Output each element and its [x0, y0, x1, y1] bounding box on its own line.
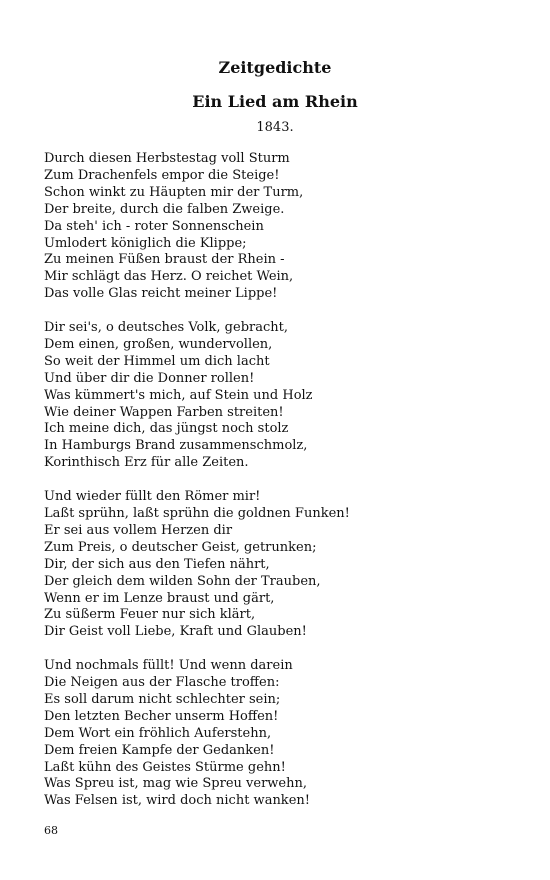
poem-line: Dem einen, großen, wundervollen, — [44, 336, 273, 352]
poem-line: Zum Preis, o deutscher Geist, getrunken; — [44, 539, 317, 555]
stanza-4 — [44, 658, 524, 810]
poem-line: Er sei aus vollem Herzen dir — [44, 522, 233, 538]
poem-line: Da steh' ich - roter Sonnenschein — [44, 218, 264, 234]
poem-line: Zu meinen Füßen braust der Rhein - — [44, 252, 285, 268]
poem-line: Und wieder füllt den Römer mir! — [44, 489, 261, 505]
poem-line: Wie deiner Wappen Farben streiten! — [44, 404, 284, 420]
poem-line: Der gleich dem wilden Sohn der Trauben, — [44, 573, 321, 589]
poem-line: Die Neigen aus der Flasche troffen: — [44, 675, 280, 691]
poem-line: Durch diesen Herbstestag voll Sturm — [44, 151, 290, 166]
poem-line: Der breite, durch die falben Zweige. — [44, 201, 285, 217]
poem-line: Das volle Glas reicht meiner Lippe! — [44, 286, 278, 302]
poem-title: Ein Lied am Rhein — [192, 92, 358, 111]
poem-line: Dem Wort ein fröhlich Auferstehn, — [44, 725, 272, 741]
stanza-3 — [44, 489, 524, 641]
stanza-1 — [44, 151, 524, 303]
stanza-2 — [44, 320, 524, 472]
poem-line: In Hamburgs Brand zusammenschmolz, — [44, 438, 308, 454]
poem-line: Dem freien Kampfe der Gedanken! — [44, 742, 275, 758]
poem-line: Es soll darum nicht schlechter sein; — [44, 691, 281, 707]
poem-line: Was kümmert's mich, auf Stein und Holz — [44, 387, 313, 403]
poem-year: 1843. — [256, 120, 294, 135]
poem-line: Schon winkt zu Häupten mir der Turm, — [44, 184, 304, 200]
page-number: 68 — [44, 824, 58, 837]
poem-line: Korinthisch Erz für alle Zeiten. — [44, 455, 249, 471]
poem-body — [44, 151, 524, 810]
poem-line: Ich meine dich, das jüngst noch stolz — [44, 421, 289, 437]
poem-line: So weit der Himmel um dich lacht — [44, 353, 270, 369]
poem-line: Dir, der sich aus den Tiefen nährt, — [44, 556, 270, 572]
poem-line: Laßt kühn des Geistes Stürme gehn! — [44, 759, 286, 775]
poem-line: Was Spreu ist, mag wie Spreu verwehn, — [44, 776, 307, 792]
poem-line: Wenn er im Lenze braust und gärt, — [44, 590, 275, 606]
poem-line: Mir schlägt das Herz. O reichet Wein, — [44, 269, 294, 285]
poem-line: Und nochmals füllt! Und wenn darein — [44, 658, 293, 674]
poem-line: Laßt sprühn, laßt sprühn die goldnen Funken! — [44, 506, 350, 521]
poem-line: Und über dir die Donner rollen! — [44, 370, 255, 386]
poem-line: Den letzten Becher unserm Hoffen! — [44, 708, 279, 724]
section-title: Zeitgedichte — [218, 58, 332, 77]
poem-line: Zu süßerm Feuer nur sich klärt, — [44, 607, 256, 623]
poem-line: Zum Drachenfels empor die Steige! — [44, 167, 280, 183]
poem-line: Umlodert königlich die Klippe; — [44, 235, 247, 251]
poem-line: Was Felsen ist, wird doch nicht wanken! — [44, 793, 310, 809]
poem-line: Dir sei's, o deutsches Volk, gebracht, — [44, 320, 288, 336]
poem-line: Dir Geist voll Liebe, Kraft und Glauben! — [44, 624, 307, 640]
